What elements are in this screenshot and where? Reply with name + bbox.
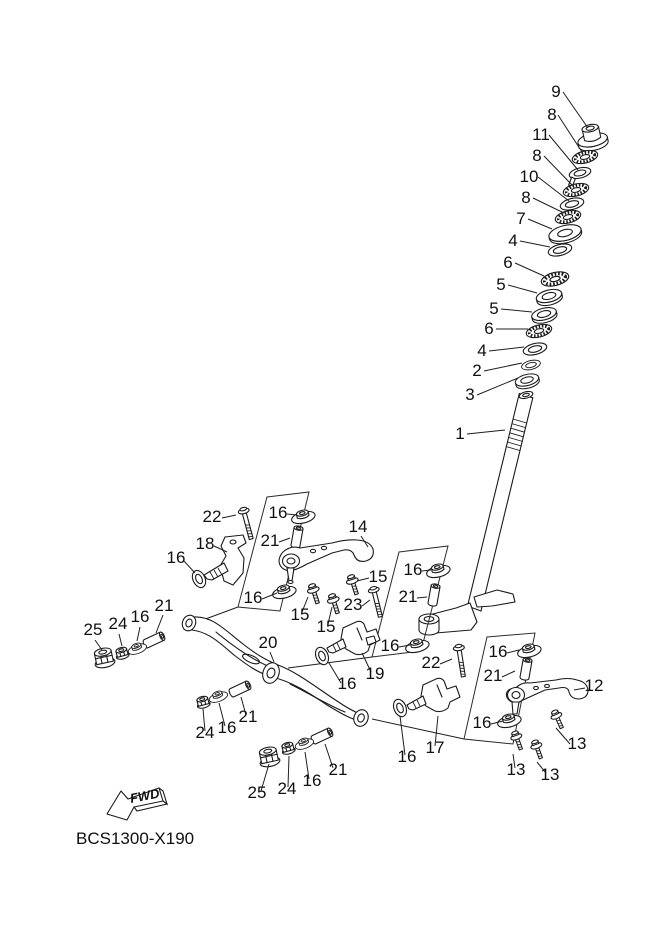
part-15-bolt-2 [326, 592, 344, 615]
part-24-nut-right [280, 741, 296, 755]
callout-label: 18 [195, 534, 215, 553]
callout-label: 16 [217, 718, 237, 737]
callout-label: 5 [489, 299, 499, 318]
callout-label: 16 [130, 607, 150, 626]
callout-label: 23 [343, 595, 363, 614]
callout-label: 14 [348, 517, 368, 536]
part-4-washer-1 [547, 242, 573, 258]
part-10-washer [559, 196, 585, 212]
part-13-bolt-3 [529, 738, 546, 760]
callout-label: 22 [421, 653, 441, 672]
callout-label: 6 [503, 253, 513, 272]
callout-label: 16 [166, 548, 186, 567]
part-24-nut-left [114, 646, 130, 660]
callout-label: 21 [238, 707, 258, 726]
callout-label: 19 [365, 664, 385, 683]
part-21-collar-a [291, 525, 304, 548]
part-16-washer-a1 [290, 507, 316, 525]
callout-label: 13 [506, 760, 526, 779]
callout-label: 8 [532, 146, 542, 165]
part-13-bolt-2 [509, 729, 526, 751]
callout-label: 1 [455, 424, 465, 443]
part-16-washer-a2 [271, 582, 297, 600]
part-15-bolt-1 [306, 582, 324, 605]
part-15-bolt-3 [345, 573, 363, 596]
callout-label: 8 [547, 105, 557, 124]
fwd-arrow [107, 785, 167, 820]
part-8-ribbed-washer-2 [562, 181, 590, 199]
callout-label: 8 [521, 188, 531, 207]
callout-label: 3 [465, 385, 475, 404]
part-7-washer [547, 222, 583, 247]
part-5-seal-1 [535, 287, 564, 308]
callout-label: 2 [472, 361, 482, 380]
part-17-stopper-bracket [407, 678, 460, 711]
callout-label: 16 [268, 503, 288, 522]
part-16-washer-18 [190, 568, 208, 589]
part-21-collar-c [520, 657, 533, 680]
callout-label: 13 [567, 734, 587, 753]
part-21-collar-mid [228, 680, 252, 698]
callout-label: 16 [380, 636, 400, 655]
part-2-washer [521, 358, 542, 371]
callout-label: 12 [584, 676, 604, 695]
callout-label: 24 [195, 723, 215, 742]
part-8-ribbed-washer-1 [571, 148, 599, 166]
callout-label: 4 [477, 341, 487, 360]
callout-label: 21 [398, 587, 418, 606]
part-5-seal-2 [530, 305, 558, 325]
callout-label: 16 [397, 747, 417, 766]
callout-label: 21 [260, 531, 280, 550]
callout-label: 4 [508, 231, 518, 250]
callout-label: 5 [496, 275, 506, 294]
part-12-bracket [506, 679, 588, 715]
callout-label: 24 [108, 614, 128, 633]
part-16-washer-mid [207, 688, 229, 704]
callout-label: 16 [403, 560, 423, 579]
part-24-nut-mid [195, 695, 211, 709]
part-21-collar-b [428, 583, 441, 606]
callout-label: 9 [551, 82, 561, 101]
callout-label: 21 [328, 760, 348, 779]
diagram-code: BCS1300-X190 [76, 829, 195, 848]
part-16-washer-c2 [496, 711, 522, 729]
callout-label: 15 [316, 617, 336, 636]
callout-label: 25 [83, 620, 103, 639]
callout-label: 21 [483, 666, 503, 685]
part-25-nut-left [92, 646, 116, 669]
callout-label: 17 [425, 738, 445, 757]
part-3-seal [514, 372, 541, 391]
callout-label: 10 [519, 167, 539, 186]
part-13-bolt-1 [549, 708, 567, 730]
callout-label: 20 [258, 633, 278, 652]
callout-label: 16 [243, 588, 263, 607]
callout-label: 15 [290, 605, 310, 624]
steering-stem-stack [514, 122, 609, 391]
callout-label: 16 [488, 642, 508, 661]
part-4-washer-2 [522, 341, 548, 357]
callout-label: 16 [302, 771, 322, 790]
callout-label: 22 [202, 507, 222, 526]
part-16-washer-c1 [516, 641, 542, 659]
callout-label: 11 [532, 125, 550, 144]
callout-label: 16 [472, 713, 492, 732]
callout-label: 24 [277, 779, 297, 798]
callout-label: 15 [368, 567, 388, 586]
callout-label: 6 [484, 319, 494, 338]
callout-label: 16 [337, 674, 357, 693]
callout-label: 25 [247, 783, 267, 802]
part-6-bearing-1 [540, 269, 570, 288]
callout-label: 7 [516, 209, 526, 228]
part-22-bolt-2 [453, 644, 469, 678]
part-6-bearing-2 [525, 322, 553, 340]
callout-label: 21 [154, 596, 174, 615]
fwd-label: FWD [128, 785, 161, 806]
part-16-washer-17 [391, 697, 409, 718]
callout-label: 13 [540, 765, 560, 784]
